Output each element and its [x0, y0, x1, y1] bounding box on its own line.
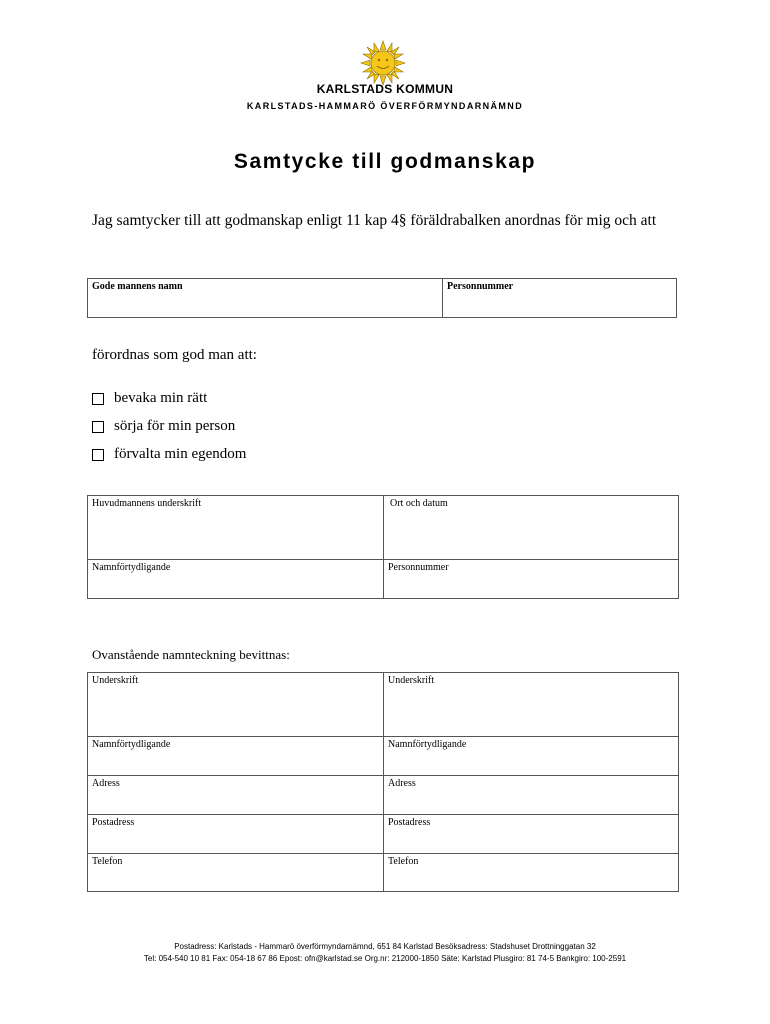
sun-logo-icon — [360, 40, 406, 86]
org-name: KARLSTADS KOMMUN — [316, 82, 454, 96]
witness1-address-field[interactable]: Adress — [92, 778, 120, 789]
guardian-name-field[interactable]: Gode mannens namn — [92, 281, 183, 292]
place-date-field[interactable]: Ort och datum — [390, 498, 448, 509]
witness1-phone-field[interactable]: Telefon — [92, 856, 123, 867]
footer-contact: Tel: 054-540 10 81 Fax: 054-18 67 86 Epost: ofn@karlstad.se Org.nr: 212000-1850 Säte: Karlstad Plusgiro: 81 74-5 Bankgiro: 100-2591 — [143, 954, 627, 963]
witness-heading: Ovanstående namnteckning bevittnas: — [92, 647, 290, 662]
checkbox-icon[interactable] — [92, 421, 104, 433]
witness2-phone-field[interactable]: Telefon — [388, 856, 419, 867]
checkbox-icon[interactable] — [92, 393, 104, 405]
name-clarification-field[interactable]: Namnförtydligande — [92, 562, 171, 573]
checkbox-label: förvalta min egendom — [114, 446, 247, 462]
checkbox-label: bevaka min rätt — [114, 390, 208, 406]
witness2-address-field[interactable]: Adress — [388, 778, 416, 789]
footer-address: Postadress: Karlstads - Hammarö överförmyndarnämnd, 651 84 Karlstad Besöksadress: Stadshuset Drottninggatan 32 — [174, 942, 596, 951]
checkbox-label: sörja för min person — [114, 418, 236, 434]
guardian-pnr-field[interactable]: Personnummer — [447, 281, 514, 292]
checkbox-bevaka[interactable] — [92, 390, 207, 407]
checkbox-sorja[interactable] — [92, 418, 235, 435]
intro-text: Jag samtycker till att godmanskap enligt 11 kap 4§ föräldrabalken anordnas för mig och att — [92, 212, 657, 229]
guardian-table — [87, 278, 677, 318]
signature-table — [87, 495, 679, 599]
witness2-postal-field[interactable]: Postadress — [388, 817, 431, 828]
page-title: Samtycke till godmanskap — [233, 150, 537, 173]
appoint-text: förordnas som god man att: — [92, 347, 257, 363]
witness1-signature-field[interactable]: Underskrift — [92, 675, 139, 686]
witness2-name-field[interactable]: Namnförtydligande — [388, 739, 467, 750]
witness1-name-field[interactable]: Namnförtydligande — [92, 739, 171, 750]
witness2-signature-field[interactable]: Underskrift — [388, 675, 435, 686]
principal-pnr-field[interactable]: Personnummer — [388, 562, 449, 573]
witness1-postal-field[interactable]: Postadress — [92, 817, 135, 828]
witness-table — [87, 672, 679, 892]
checkbox-icon[interactable] — [92, 449, 104, 461]
principal-signature-field[interactable]: Huvudmannens underskrift — [92, 498, 202, 509]
checkbox-forvalta[interactable] — [92, 446, 246, 463]
org-subtitle: KARLSTADS-HAMMARÖ ÖVERFÖRMYNDARNÄMND — [246, 101, 524, 111]
